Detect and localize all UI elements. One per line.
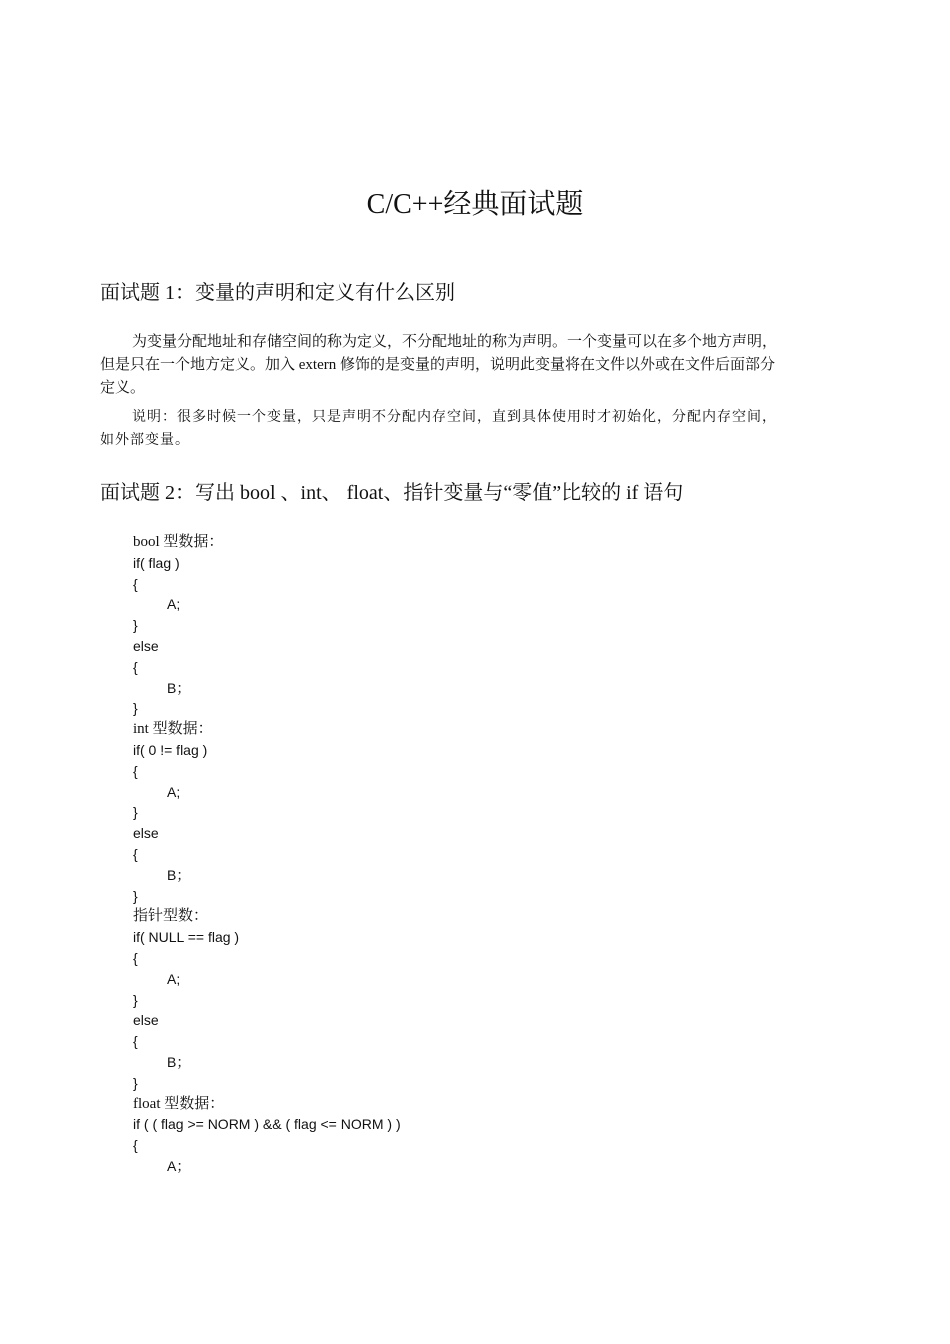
code-line: else	[133, 1012, 159, 1029]
code-line: if( NULL == flag )	[133, 929, 240, 946]
code-line: B；	[167, 866, 191, 883]
code-line: B；	[167, 1053, 191, 1070]
question-2-heading: 面试题 2：写出 bool 、int、 float、指针变量与“零值”比较的 if 语句	[100, 482, 684, 504]
code-line: {	[133, 949, 138, 966]
code-line: }	[133, 804, 138, 821]
code-line: A;	[167, 596, 181, 613]
code-line: {	[133, 1137, 138, 1154]
code-line: if ( ( flag >= NORM ) && ( flag <= NORM ) )	[133, 1116, 401, 1133]
code-line: else	[133, 637, 159, 654]
code-line: {	[133, 575, 138, 592]
code-line: else	[133, 825, 159, 842]
code-line-label: 指针型数：	[133, 908, 209, 925]
code-line: if( 0 != flag )	[133, 741, 208, 758]
code-line: A；	[167, 1157, 191, 1174]
note-line-2: 如外部变量。	[100, 432, 190, 448]
code-line: }	[133, 1074, 138, 1091]
page-title: C/C++经典面试题	[366, 189, 584, 220]
code-line: B；	[167, 679, 191, 696]
code-line: {	[133, 845, 138, 862]
code-line: }	[133, 617, 138, 634]
code-block	[133, 532, 733, 1177]
question-1-note	[100, 406, 852, 452]
code-line-label: bool 型数据：	[133, 534, 224, 550]
question-1-answer	[100, 331, 852, 400]
code-line: {	[133, 658, 138, 675]
answer-line-2: 但是只在一个地方定义。加入 extern 修饰的是变量的声明，说明此变量将在文件以外或在文件后面部分	[100, 357, 775, 373]
code-line: {	[133, 1033, 138, 1050]
code-line: {	[133, 762, 138, 779]
code-line: A;	[167, 783, 181, 800]
code-line-label: float 型数据：	[133, 1095, 225, 1112]
code-line: A;	[167, 970, 181, 987]
code-line-label: int 型数据：	[133, 721, 213, 738]
code-line: }	[133, 887, 138, 904]
code-line: }	[133, 700, 138, 717]
code-line: if( flag )	[133, 554, 180, 571]
code-line: }	[133, 991, 138, 1008]
question-1-heading: 面试题 1：变量的声明和定义有什么区别	[100, 282, 455, 304]
answer-line-3: 定义。	[100, 380, 146, 396]
answer-line-1: 为变量分配地址和存储空间的称为定义，不分配地址的称为声明。一个变量可以在多个地方声明，	[132, 334, 778, 350]
note-line-1: 说明：很多时候一个变量，只是声明不分配内存空间，直到具体使用时才初始化，分配内存空间，	[132, 409, 777, 425]
